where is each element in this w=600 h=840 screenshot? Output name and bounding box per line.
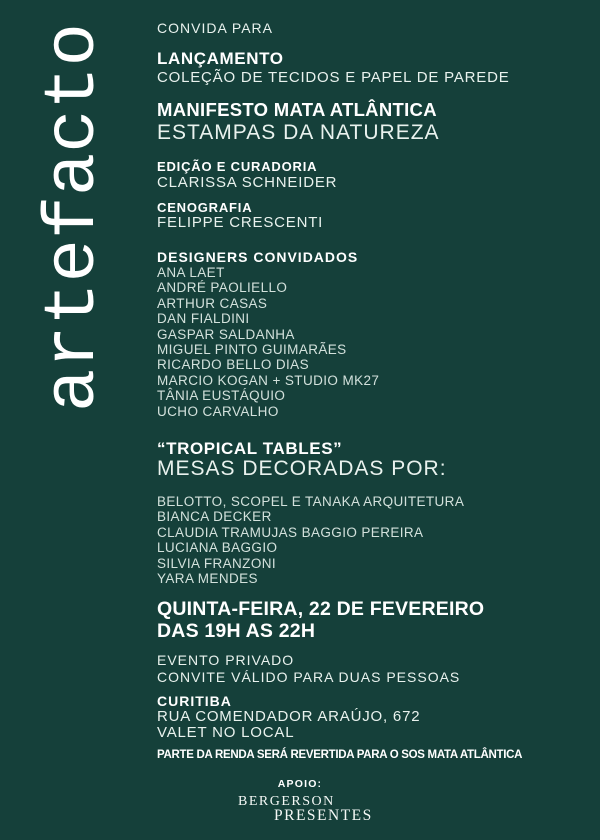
designer-name: DAN FIALDINI: [157, 311, 250, 327]
designer-name: MIGUEL PINTO GUIMARÃES: [157, 342, 347, 358]
decorator-name: LUCIANA BAGGIO: [157, 540, 278, 556]
designer-name: TÂNIA EUSTÁQUIO: [157, 388, 286, 404]
decorator-name: CLAUDIA TRAMUJAS BAGGIO PEREIRA: [157, 524, 424, 540]
scenography-name: FELIPPE CRESCENTI: [157, 214, 324, 231]
curation-name: CLARISSA SCHNEIDER: [157, 174, 338, 191]
venue-city: CURITIBA: [157, 693, 232, 709]
event-validity: CONVITE VÁLIDO PARA DUAS PESSOAS: [157, 668, 461, 685]
designers-list: [157, 265, 379, 419]
designer-name: MARCIO KOGAN + STUDIO MK27: [157, 372, 380, 388]
venue-valet: VALET NO LOCAL: [157, 723, 295, 741]
manifesto-title: MANIFESTO MATA ATLÂNTICA: [157, 99, 437, 120]
designer-name: ANDRÉ PAOLIELLO: [157, 280, 288, 296]
designer-name: ANA LAET: [157, 265, 225, 280]
designer-name: GASPAR SALDANHA: [157, 326, 295, 342]
decorator-name: BELOTTO, SCOPEL E TANAKA ARQUITETURA: [157, 494, 465, 509]
artefacto-logo: artefacto: [33, 23, 115, 412]
charity-note: PARTE DA RENDA SERÁ REVERTIDA PARA O SOS MATA ATLÂNTICA: [157, 749, 523, 761]
venue-details: [157, 709, 420, 740]
sponsor-logo-line2: PRESENTES: [274, 807, 373, 824]
scenography-label: CENOGRAFIA: [157, 200, 253, 215]
event-date: [157, 599, 484, 642]
event-privacy: EVENTO PRIVADO: [157, 652, 295, 668]
manifesto-subtitle: ESTAMPAS DA NATUREZA: [157, 121, 440, 144]
support-label: APOIO:: [277, 778, 323, 790]
launch-title: LANÇAMENTO: [157, 49, 284, 68]
tropical-tables-title: “TROPICAL TABLES”: [157, 439, 343, 458]
designer-name: RICARDO BELLO DIAS: [157, 357, 309, 373]
event-date-line2: DAS 19H AS 22H: [157, 619, 316, 642]
launch-subtitle: COLEÇÃO DE TECIDOS E PAPEL DE PAREDE: [157, 69, 510, 86]
invite-line: CONVIDA PARA: [157, 20, 273, 36]
decorator-name: BIANCA DECKER: [157, 509, 272, 525]
decorators-list: [157, 494, 464, 586]
venue-address: RUA COMENDADOR ARAÚJO, 672: [157, 708, 421, 725]
designer-name: ARTHUR CASAS: [157, 295, 268, 311]
decorator-name: YARA MENDES: [157, 571, 258, 587]
curation-label: EDIÇÃO E CURADORIA: [157, 159, 318, 174]
tropical-tables-subtitle: MESAS DECORADAS POR:: [157, 457, 447, 480]
event-date-line1: QUINTA-FEIRA, 22 DE FEVEREIRO: [157, 598, 485, 620]
decorator-name: SILVIA FRANZONI: [157, 555, 277, 571]
sponsor-logo-line1: BERGERSON: [238, 794, 335, 809]
designers-label: DESIGNERS CONVIDADOS: [157, 249, 359, 265]
event-terms: [157, 652, 460, 685]
designer-name: UCHO CARVALHO: [157, 403, 279, 419]
